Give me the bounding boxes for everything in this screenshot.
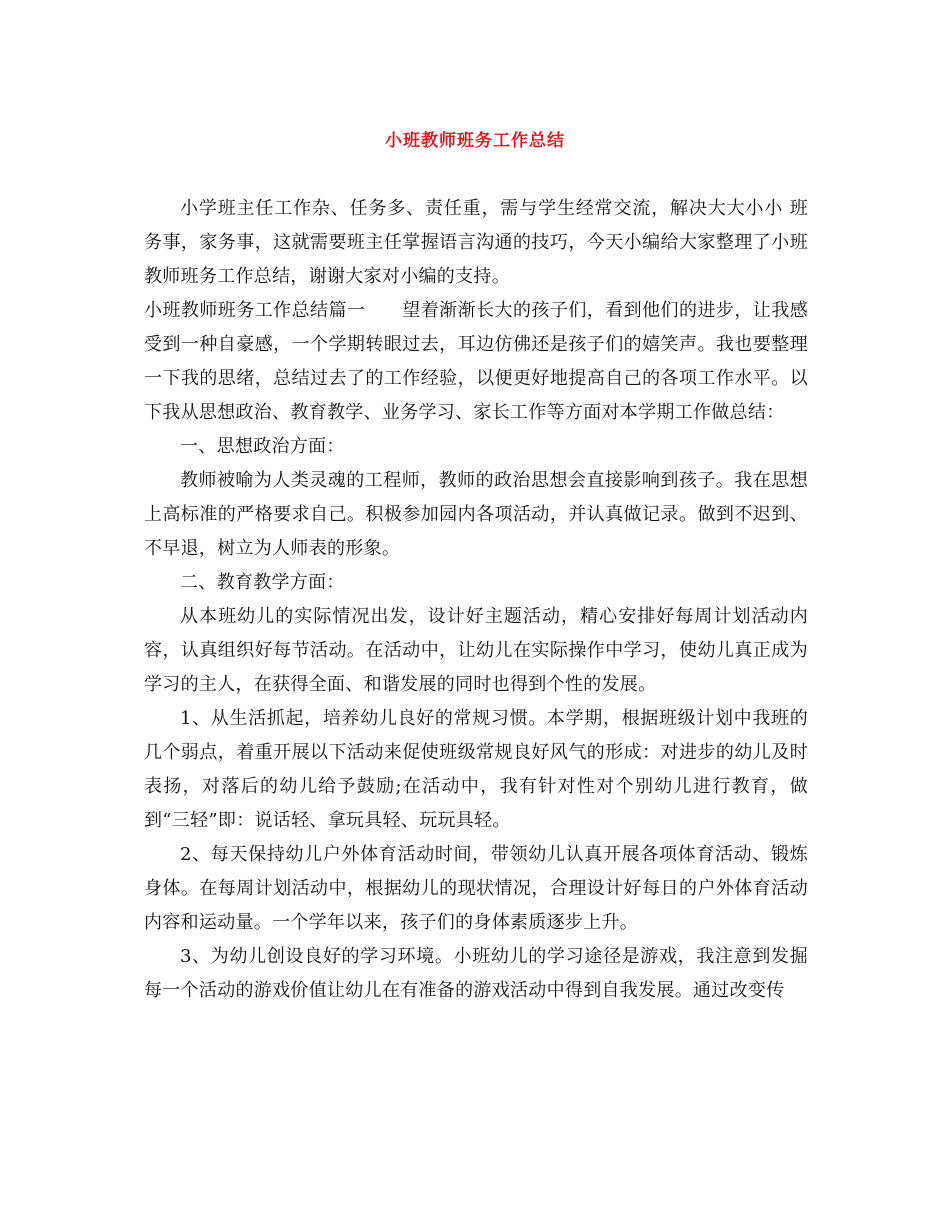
paragraph-ideology: 教师被喻为人类灵魂的工程师，教师的政治思想会直接影响到孩子。我在思想上高标准的严格要求自己。积极参加园内各项活动，并认真做记录。做到不迟到、不早退，树立为人师表的形象。 — [144, 470, 808, 559]
document-body — [144, 192, 808, 1008]
heading-ideology: 一、思想政治方面： — [180, 436, 345, 457]
document-title: 小班教师班务工作总结 — [385, 131, 565, 151]
heading-teaching: 二、教育教学方面： — [180, 572, 345, 593]
paragraph-teaching: 从本班幼儿的实际情况出发，设计好主题活动，精心安排好每周计划活动内容，认真组织好每节活动。在活动中，让幼儿在实际操作中学习，使幼儿真正成为学习的主人，在获得全面、和谐发展的同时也得到个性的发展。 — [144, 606, 808, 695]
paragraph-item-2: 2、每天保持幼儿户外体育活动时间，带领幼儿认真开展各项体育活动、锻炼身体。在每周计划活动中，根据幼儿的现状情况，合理设计好每日的户外体育活动内容和运动量。一个学年以来，孩子们的身体素质逐步上升。 — [144, 844, 808, 933]
paragraph-item-3: 3、为幼儿创设良好的学习环境。小班幼儿的学习途径是游戏，我注意到发掘每一个活动的游戏价值让幼儿在有准备的游戏活动中得到自我发展。通过改变传 — [144, 946, 808, 1001]
paragraph-item-1: 1、从生活抓起，培养幼儿良好的常规习惯。本学期，根据班级计划中我班的几个弱点，着重开展以下活动来促使班级常规良好风气的形成：对进步的幼儿及时表扬，对落后的幼儿给予鼓励;在活动中，我有针对性对个别幼儿进行教育，做到“三轻”即：说话轻、拿玩具轻、玩玩具轻。 — [144, 708, 808, 831]
intro-paragraph: 小学班主任工作杂、任务多、责任重，需与学生经常交流，解决大大小小 班务事，家务事，这就需要班主任掌握语言沟通的技巧，今天小编给大家整理了小班教师班务工作总结，谢谢大家对小编的支持。 — [144, 198, 808, 287]
section-intro-paragraph: 小班教师班务工作总结篇一 望着渐渐长大的孩子们，看到他们的进步，让我感受到一种自豪感，一个学期转眼过去，耳边仿佛还是孩子们的嬉笑声。我也要整理一下我的思绪，总结过去了的工作经验，以便更好地提高自己的各项工作水平。以下我从思想政治、教育教学、业务学习、家长工作等方面对本学期工作做总结： — [144, 300, 808, 423]
